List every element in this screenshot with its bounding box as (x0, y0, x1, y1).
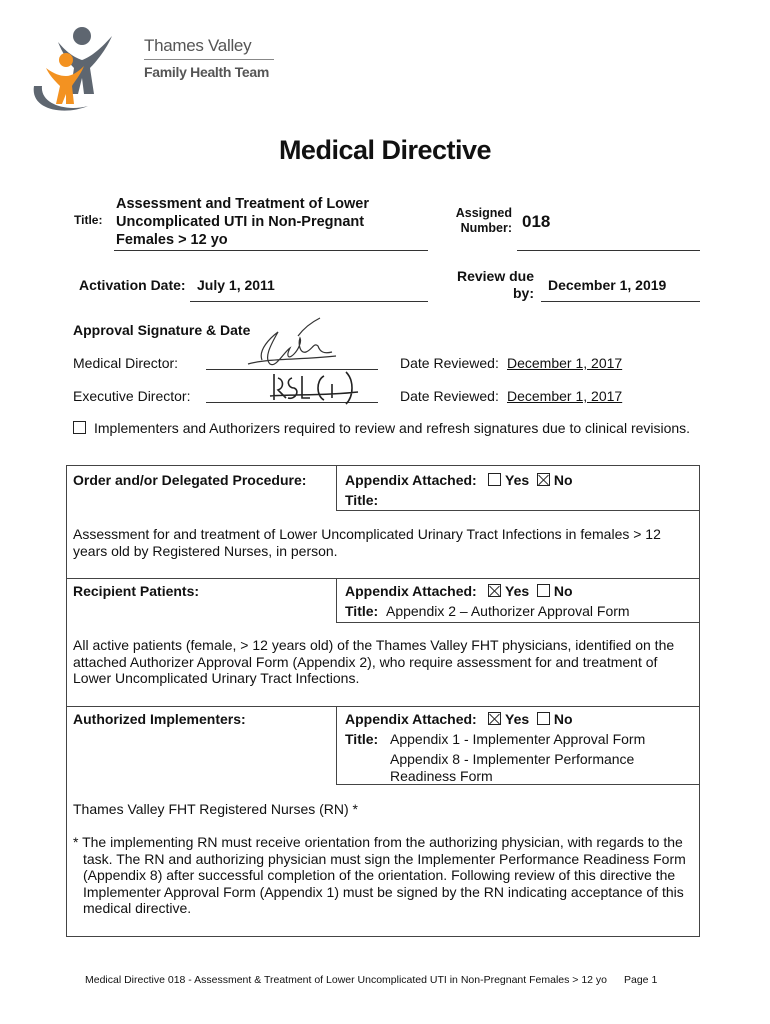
document-title: Medical Directive (278, 135, 492, 165)
logo-text-line2: Family Health Team (144, 64, 270, 80)
signature-refresh-checkbox[interactable] (73, 421, 86, 434)
date-reviewed-value-1: December 1, 2017 (507, 355, 623, 371)
assigned-label-line1: Assigned (455, 206, 512, 220)
recipients-title-value: Appendix 2 – Authorizer Approval Form (385, 603, 630, 619)
implementers-yes-label: Yes (505, 711, 530, 727)
date-reviewed-value-2: December 1, 2017 (507, 388, 623, 404)
implementers-no-label: No (553, 711, 573, 727)
title-label: Title: (74, 213, 103, 227)
section3-divider-v (336, 706, 337, 784)
title-value: Assessment and Treatment of Lower Uncomplicated UTI in Non-Pregnant Females > 12 yo (116, 196, 370, 248)
implementers-title-label: Title: (345, 731, 379, 747)
procedure-no-label: No (553, 472, 573, 488)
activation-underline (190, 301, 428, 302)
implementers-title-value-2: Appendix 8 - Implementer Performance Readiness Form (390, 751, 635, 784)
section1-divider-v (336, 466, 337, 510)
implementers-body-2: * The implementing RN must receive orientation from the authorizing physician, with regards to the task. The RN and authorizing physician must sign the Implementer Performance Readiness Form (Appendix 8) after successful completion of the orientation. Following review of this directive the Implementer Approval Form (Appendix 1) must be signed by the RN indicating acceptance of this medical directive. (73, 834, 686, 916)
activation-date-label: Activation Date: (79, 277, 186, 293)
implementers-title-value-1: Appendix 1 - Implementer Approval Form (390, 731, 646, 747)
review-due-value: December 1, 2019 (548, 277, 667, 293)
procedure-appendix-label: Appendix Attached: (345, 472, 477, 488)
procedure-yes-label: Yes (505, 472, 530, 488)
section2-top-line (67, 578, 699, 579)
footer-text: Medical Directive 018 - Assessment & Treatment of Lower Uncomplicated UTI in Non-Pregnant Females > 12 yo (85, 974, 608, 986)
assigned-label-line2: Number: (460, 221, 512, 235)
recipients-no-checkbox[interactable] (537, 584, 550, 597)
recipients-yes-label: Yes (505, 583, 530, 599)
implementers-appendix-label: Appendix Attached: (345, 711, 477, 727)
recipients-title (345, 603, 630, 619)
recipients-body: All active patients (female, > 12 years old) of the Thames Valley FHT physicians, identified on the attached Authorizer Approval Form (Appendix 2), who require assessment for and treatment of Lower Uncomplicated Urinary Tract Infections. (73, 637, 675, 686)
medical-director-signature (240, 312, 350, 374)
assigned-number-value: 018 (522, 212, 551, 231)
review-label-line1: Review due (456, 268, 534, 284)
page-number: Page 1 (624, 974, 658, 986)
recipients-label: Recipient Patients: (73, 583, 200, 599)
directive-table (66, 465, 700, 937)
procedure-body: Assessment for and treatment of Lower Uncomplicated Urinary Tract Infections in females > 12 years old by Registered Nurses, in person. (73, 526, 661, 559)
section3-divider-h (336, 784, 699, 785)
implementers-no-checkbox[interactable] (537, 712, 550, 725)
signature-refresh-text: Implementers and Authorizers required to review and refresh signatures due to clinical revisions. (94, 420, 691, 436)
review-label-line2: by: (513, 285, 534, 301)
procedure-no-checkbox[interactable] (537, 473, 550, 486)
recipients-yes-checkbox[interactable] (488, 584, 501, 597)
date-reviewed-label-1: Date Reviewed: (400, 355, 499, 371)
approval-heading: Approval Signature & Date (73, 322, 251, 338)
medical-director-label: Medical Director: (73, 355, 179, 371)
activation-date-value: July 1, 2011 (197, 277, 275, 293)
signature-refresh-note (73, 420, 690, 436)
title-underline (114, 250, 428, 251)
review-underline (541, 301, 700, 302)
implementers-body-1: Thames Valley FHT Registered Nurses (RN) * (73, 801, 359, 817)
procedure-title-label: Title: (345, 492, 379, 508)
review-due-label (446, 268, 534, 302)
assigned-underline (517, 250, 700, 251)
recipients-no-label: No (553, 583, 573, 599)
section2-divider-h (336, 622, 699, 623)
implementers-appendix (345, 711, 573, 727)
procedure-appendix (345, 472, 573, 488)
logo-text-line1: Thames Valley (144, 36, 252, 55)
section3-top-line (67, 706, 699, 707)
section1-divider-h (336, 510, 699, 511)
recipients-appendix-label: Appendix Attached: (345, 583, 477, 599)
section2-divider-v (336, 578, 337, 622)
recipients-appendix (345, 583, 573, 599)
executive-director-label: Executive Director: (73, 388, 191, 404)
procedure-yes-checkbox[interactable] (488, 473, 501, 486)
implementers-yes-checkbox[interactable] (488, 712, 501, 725)
executive-director-signature (262, 366, 372, 410)
assigned-number-label (440, 206, 512, 236)
date-reviewed-label-2: Date Reviewed: (400, 388, 499, 404)
logo-divider (144, 59, 274, 60)
procedure-label: Order and/or Delegated Procedure: (73, 472, 307, 488)
implementers-label: Authorized Implementers: (73, 711, 246, 727)
recipients-title-label: Title: (345, 603, 379, 619)
